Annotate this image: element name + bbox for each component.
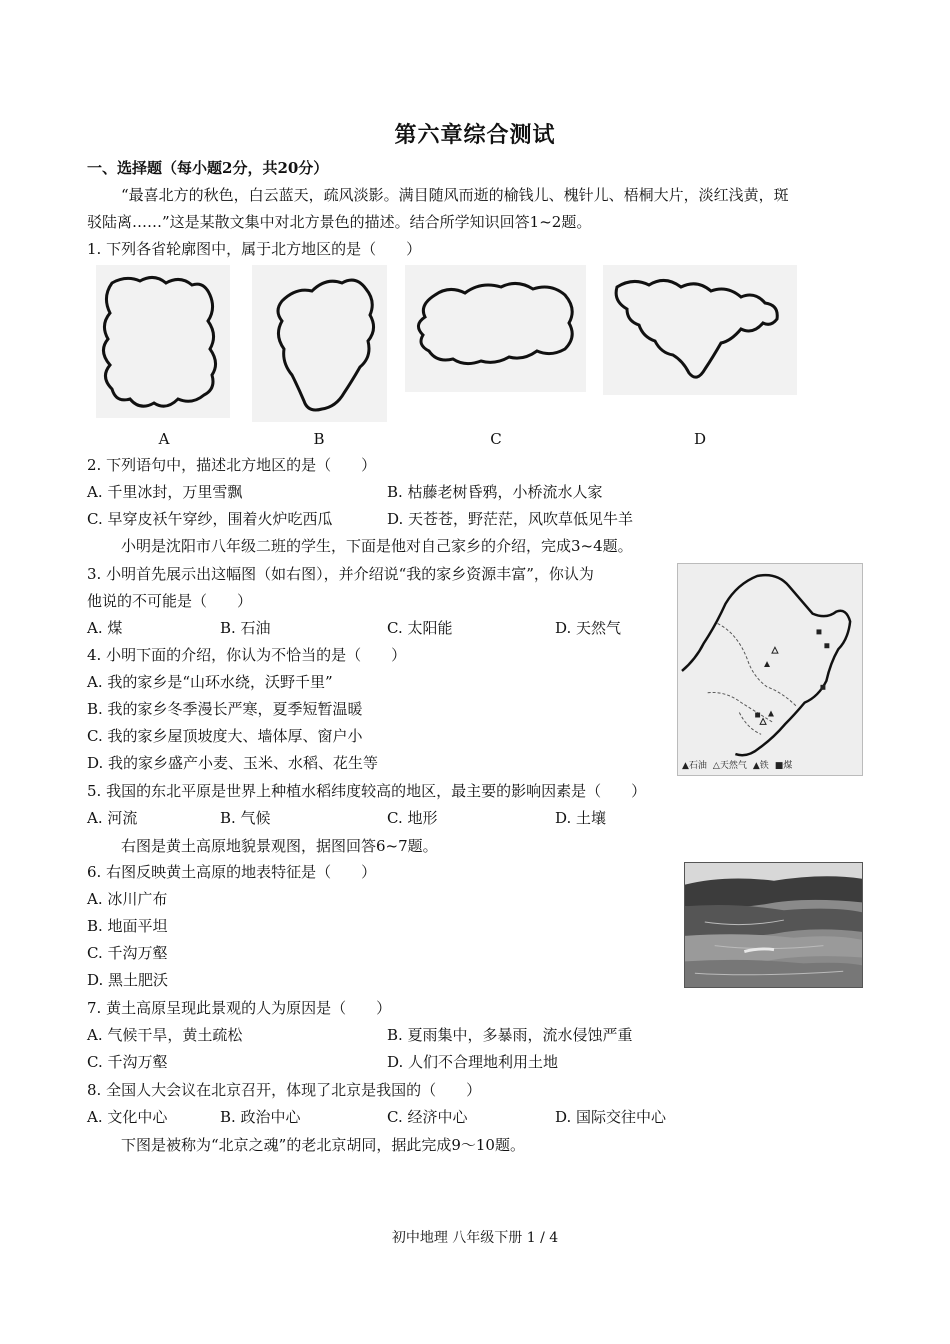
caption-b: B — [313, 430, 325, 448]
question-3-option-b: B. 石油 — [220, 619, 271, 637]
question-6-option-d: D. 黑土肥沃 — [87, 971, 169, 989]
question-6-stem: 6. 右图反映黄土高原的地表特征是（ ） — [87, 863, 377, 881]
section-heading: 一、选择题（每小题2分，共20分） — [87, 159, 329, 177]
question-2-option-a: A. 千里冰封，万里雪飘 — [87, 483, 243, 501]
question-5-option-b: B. 气候 — [220, 809, 271, 827]
caption-d: D — [693, 430, 707, 448]
legend-iron: ▲铁 — [752, 761, 769, 771]
question-8-option-a: A. 文化中心 — [87, 1108, 168, 1126]
intro-passage-line-1: “最喜北方的秋色，白云蓝天，疏风淡影。满目随风而逝的榆钱儿、槐针儿、梧桐大片，淡红浅黄，斑 — [121, 186, 789, 204]
question-8-stem: 8. 全国人大会议在北京召开，体现了北京是我国的（ ） — [87, 1081, 482, 1099]
question-2-option-d: D. 天苍苍，野茫茫，风吹草低见牛羊 — [387, 510, 634, 528]
question-3-option-c: C. 太阳能 — [387, 619, 453, 637]
question-5-option-d: D. 土壤 — [555, 809, 607, 827]
province-outline-d — [603, 265, 797, 395]
question-1-stem: 1. 下列各省轮廓图中，属于北方地区的是（ ） — [87, 240, 422, 258]
question-2-option-b: B. 枯藤老树昏鸦，小桥流水人家 — [387, 483, 603, 501]
province-outline-a — [96, 265, 230, 418]
question-4-stem: 4. 小明下面的介绍，你认为不恰当的是（ ） — [87, 646, 407, 664]
question-8-option-b: B. 政治中心 — [220, 1108, 301, 1126]
question-4-option-a: A. 我的家乡是“山环水绕，沃野千里” — [87, 673, 333, 691]
question-3-option-a: A. 煤 — [87, 619, 123, 637]
page-title: 第六章综合测试 — [394, 122, 556, 148]
map-legend — [682, 761, 798, 772]
question-7-option-d: D. 人们不合理地利用土地 — [387, 1053, 559, 1071]
question-2-option-c: C. 早穿皮袄午穿纱，围着火炉吃西瓜 — [87, 510, 333, 528]
caption-a: A — [158, 430, 170, 448]
question-7-option-c: C. 千沟万壑 — [87, 1053, 168, 1071]
intro-passage-2: 小明是沈阳市八年级二班的学生，下面是他对自己家乡的介绍，完成3~4题。 — [121, 537, 633, 555]
question-8-option-c: C. 经济中心 — [387, 1108, 468, 1126]
intro-passage-line-2: 驳陆离……”这是某散文集中对北方景色的描述。结合所学知识回答1~2题。 — [87, 213, 592, 231]
page-footer: 初中地理 八年级下册 1 / 4 — [391, 1230, 559, 1246]
intro-passage-4: 下图是被称为“北京之魂”的老北京胡同，据此完成9～10题。 — [121, 1136, 525, 1154]
question-5-option-c: C. 地形 — [387, 809, 438, 827]
question-6-option-a: A. 冰川广布 — [87, 890, 168, 908]
caption-c: C — [490, 430, 502, 448]
resource-map — [677, 563, 863, 776]
question-5-stem: 5. 我国的东北平原是世界上种植水稻纬度较高的地区，最主要的影响因素是（ ） — [87, 782, 647, 800]
question-5-option-a: A. 河流 — [87, 809, 138, 827]
question-7-stem: 7. 黄土高原呈现此景观的人为原因是（ ） — [87, 999, 392, 1017]
legend-gas: △天然气 — [712, 761, 747, 771]
question-8-option-d: D. 国际交往中心 — [555, 1108, 667, 1126]
question-3-option-d: D. 天然气 — [555, 619, 622, 637]
province-outline-b — [252, 265, 387, 422]
question-7-option-b: B. 夏雨集中，多暴雨，流水侵蚀严重 — [387, 1026, 633, 1044]
question-4-option-d: D. 我的家乡盛产小麦、玉米、水稻、花生等 — [87, 754, 379, 772]
legend-oil: ▲石油 — [682, 761, 707, 771]
question-3-stem-line-2: 他说的不可能是（ ） — [87, 592, 253, 610]
question-6-option-b: B. 地面平坦 — [87, 917, 168, 935]
intro-passage-3: 右图是黄土高原地貌景观图，据图回答6~7题。 — [121, 837, 438, 855]
question-6-option-c: C. 千沟万壑 — [87, 944, 168, 962]
question-2-stem: 2. 下列语句中，描述北方地区的是（ ） — [87, 456, 377, 474]
question-4-option-b: B. 我的家乡冬季漫长严寒，夏季短暂温暖 — [87, 700, 363, 718]
province-outline-c — [405, 265, 586, 392]
loess-plateau-photo — [684, 862, 863, 988]
legend-coal: ■煤 — [774, 761, 793, 771]
question-4-option-c: C. 我的家乡屋顶坡度大、墙体厚、窗户小 — [87, 727, 363, 745]
question-7-option-a: A. 气候干旱，黄土疏松 — [87, 1026, 243, 1044]
question-3-stem-line-1: 3. 小明首先展示出这幅图（如右图），并介绍说“我的家乡资源丰富”，你认为 — [87, 565, 594, 583]
